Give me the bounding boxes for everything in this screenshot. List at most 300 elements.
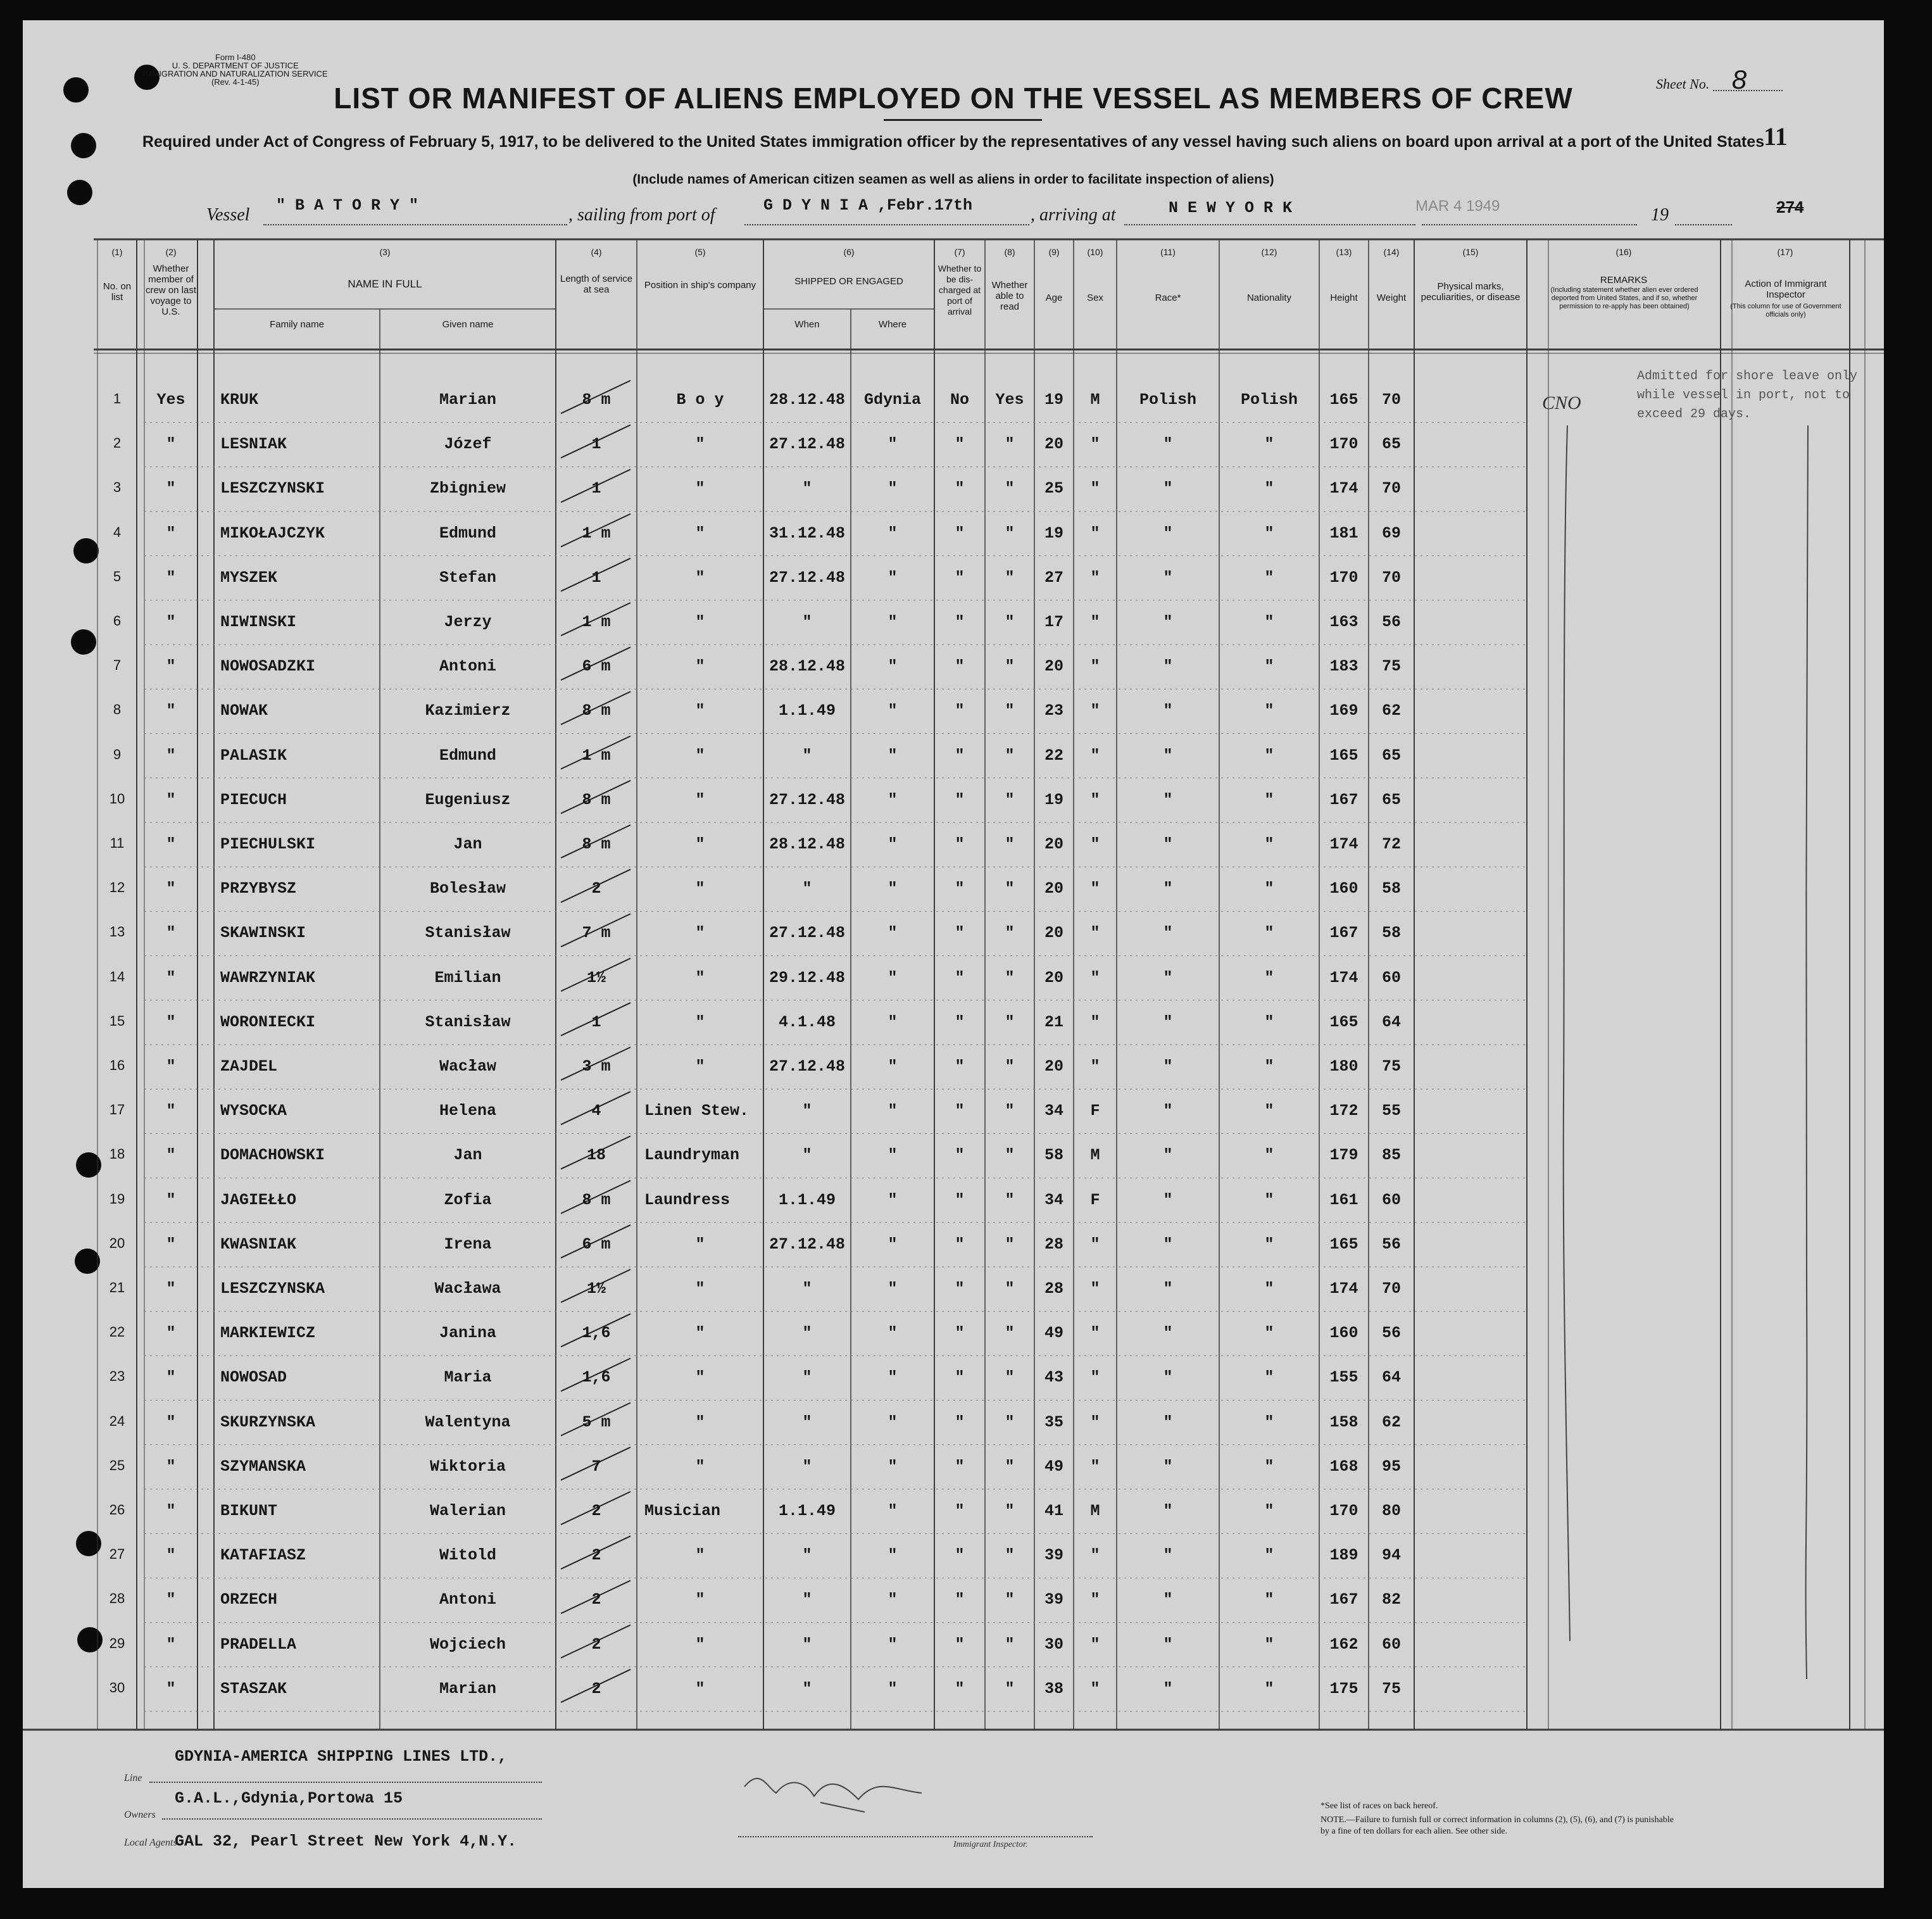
table-row	[23, 778, 1884, 820]
ship-position: "	[695, 1235, 705, 1254]
table-row	[23, 645, 1884, 686]
shipped-when: 27.12.48	[768, 1057, 846, 1076]
table-row	[23, 689, 1884, 731]
manifest-number: 274	[1776, 198, 1804, 217]
age: 49	[1044, 1324, 1063, 1343]
able-to-read: "	[1005, 1102, 1015, 1121]
able-to-read: "	[1005, 1146, 1015, 1165]
ship-position: B o y	[676, 391, 724, 409]
previous-voyage: "	[166, 1502, 176, 1520]
ship-position: "	[695, 1679, 705, 1698]
shipped-when: 28.12.48	[768, 391, 846, 409]
sex: "	[1090, 1413, 1100, 1431]
previous-voyage: "	[166, 1057, 176, 1076]
row-number: 17	[109, 1102, 125, 1118]
given-name: Marian	[439, 391, 496, 409]
discharged: "	[955, 1324, 965, 1343]
race: "	[1163, 790, 1173, 809]
length-of-service: 1 m	[582, 746, 611, 765]
weight: 64	[1381, 1012, 1401, 1031]
able-to-read: "	[1005, 479, 1015, 498]
sex: "	[1090, 1546, 1100, 1565]
shipped-where: "	[888, 746, 898, 765]
able-to-read: "	[1005, 1546, 1015, 1565]
vessel-label: Vessel	[206, 205, 250, 225]
length-of-service: 1 m	[582, 613, 611, 631]
given-name: Wacława	[434, 1280, 501, 1298]
able-to-read: "	[1005, 1590, 1015, 1609]
ship-position: Linen Stew.	[644, 1102, 750, 1121]
race: "	[1163, 1235, 1173, 1254]
nationality: "	[1264, 835, 1274, 853]
discharged: "	[955, 835, 965, 853]
age: 43	[1044, 1368, 1063, 1387]
col-9-label: Age	[1045, 293, 1063, 303]
discharged: "	[955, 1635, 965, 1654]
nationality: "	[1264, 1235, 1274, 1254]
length-of-service: 6 m	[582, 1235, 611, 1254]
departure-port: G D Y N I A ,Febr.17th	[763, 196, 973, 215]
row-number: 14	[109, 968, 125, 985]
height: 170	[1329, 1502, 1358, 1520]
sex: M	[1090, 1502, 1100, 1520]
height: 161	[1329, 1190, 1358, 1209]
ship-position: Laundryman	[644, 1146, 740, 1165]
discharged: "	[955, 479, 965, 498]
discharged: "	[955, 1457, 965, 1476]
discharged: "	[955, 1413, 965, 1431]
department: U. S. DEPARTMENT OF JUSTICE	[172, 61, 299, 70]
height: 183	[1329, 657, 1358, 676]
nationality: "	[1264, 924, 1274, 943]
shipped-where: "	[888, 524, 898, 543]
row-number: 23	[109, 1368, 125, 1385]
col-3-given-header: Given name	[442, 319, 494, 330]
nationality: "	[1264, 1190, 1274, 1209]
age: 20	[1044, 657, 1063, 676]
weight: 72	[1381, 835, 1401, 853]
discharged: "	[955, 702, 965, 720]
able-to-read: "	[1005, 1368, 1015, 1387]
given-name: Eugeniusz	[425, 790, 511, 809]
weight: 65	[1381, 790, 1401, 809]
sex: M	[1090, 1146, 1100, 1165]
age: 21	[1044, 1012, 1063, 1031]
weight: 62	[1381, 1413, 1401, 1431]
family-name: LESZCZYNSKI	[220, 479, 325, 498]
race: "	[1163, 1057, 1173, 1076]
sex: "	[1090, 613, 1100, 631]
shipped-where: "	[888, 790, 898, 809]
table-row	[23, 1133, 1884, 1175]
height: 165	[1329, 391, 1358, 409]
given-name: Zofia	[444, 1190, 492, 1209]
col-6-when-header: When	[794, 319, 820, 330]
shipped-when: "	[802, 1457, 812, 1476]
row-number: 13	[109, 924, 125, 940]
age: 34	[1044, 1190, 1063, 1209]
height: 174	[1329, 479, 1358, 498]
given-name: Wiktoria	[429, 1457, 506, 1476]
discharged: "	[955, 1012, 965, 1031]
col-4-number: (4)	[591, 247, 602, 257]
able-to-read: "	[1005, 1235, 1015, 1254]
weight: 62	[1381, 702, 1401, 720]
table-row	[23, 378, 1884, 420]
previous-voyage: "	[166, 613, 176, 631]
ship-position: "	[695, 968, 705, 987]
sex: "	[1090, 435, 1100, 454]
col-11-number: (11)	[1160, 247, 1176, 257]
subtitle: Required under Act of Congress of February 5, 1917, to be delivered to the United States immigration officer by the representatives of any vessel having such aliens on board upon arrival at a port of the United States	[142, 133, 1765, 151]
length-of-service: 2	[591, 1635, 601, 1654]
height: 160	[1329, 879, 1358, 898]
sex: "	[1090, 1280, 1100, 1298]
penalty-note: NOTE.—Failure to furnish full or correct information in columns (2), (5), (6), and (7) is punishable by a fine of ten dollars for each alien. See other side.	[1320, 1815, 1674, 1836]
nationality: "	[1264, 1679, 1274, 1698]
ship-position: Musician	[644, 1502, 721, 1520]
sex: "	[1090, 1324, 1100, 1343]
col-6-label: SHIPPED OR ENGAGED	[794, 276, 903, 287]
length-of-service: 7 m	[582, 924, 611, 943]
shipped-when: 31.12.48	[768, 524, 846, 543]
table-row	[23, 1445, 1884, 1487]
length-of-service: 2	[591, 1590, 601, 1609]
able-to-read: "	[1005, 1457, 1015, 1476]
race: "	[1163, 1280, 1173, 1298]
length-of-service: 8 m	[582, 1190, 611, 1209]
row-number: 26	[109, 1502, 125, 1518]
sex: "	[1090, 1012, 1100, 1031]
able-to-read: "	[1005, 924, 1015, 943]
table-row	[23, 1533, 1884, 1575]
race: "	[1163, 657, 1173, 676]
row-number: 9	[113, 746, 122, 762]
given-name: Janina	[439, 1324, 496, 1343]
table-row	[23, 1000, 1884, 1042]
weight: 70	[1381, 568, 1401, 587]
length-of-service: 1	[591, 435, 601, 454]
col-12-label: Nationality	[1246, 293, 1292, 303]
subtitle-note: (Include names of American citizen seamen as well as aliens in order to facilitate inspection of aliens)	[632, 172, 1274, 187]
ship-position: "	[695, 1457, 705, 1476]
race: "	[1163, 524, 1173, 543]
race: "	[1163, 1102, 1173, 1121]
family-name: PIECHULSKI	[220, 835, 316, 853]
weight: 60	[1381, 1190, 1401, 1209]
shipped-where: "	[888, 1590, 898, 1609]
revision: (Rev. 4-1-45)	[211, 77, 260, 87]
able-to-read: "	[1005, 1502, 1015, 1520]
length-of-service: 1	[591, 568, 601, 587]
nationality: "	[1264, 790, 1274, 809]
shipped-when: 27.12.48	[768, 790, 846, 809]
previous-voyage: "	[166, 1235, 176, 1254]
shipped-when: 27.12.48	[768, 924, 846, 943]
nationality: "	[1264, 1635, 1274, 1654]
previous-voyage: "	[166, 968, 176, 987]
discharged: "	[955, 924, 965, 943]
sex: "	[1090, 1457, 1100, 1476]
given-name: Walentyna	[425, 1413, 511, 1431]
shipped-when: 27.12.48	[768, 568, 846, 587]
shipping-line: GDYNIA-AMERICA SHIPPING LINES LTD.,	[175, 1747, 508, 1766]
table-row	[23, 467, 1884, 508]
table-row	[23, 956, 1884, 998]
row-number: 20	[109, 1235, 125, 1251]
height: 155	[1329, 1368, 1358, 1387]
age: 20	[1044, 835, 1063, 853]
shipped-where: "	[888, 1368, 898, 1387]
able-to-read: "	[1005, 1324, 1015, 1343]
height: 165	[1329, 1012, 1358, 1031]
family-name: JAGIEŁŁO	[220, 1190, 297, 1209]
shipped-when: 1.1.49	[778, 1502, 836, 1520]
table-row	[23, 867, 1884, 909]
able-to-read: "	[1005, 435, 1015, 454]
height: 168	[1329, 1457, 1358, 1476]
able-to-read: "	[1005, 1012, 1015, 1031]
race: "	[1163, 568, 1173, 587]
nationality: "	[1264, 702, 1274, 720]
ship-position: "	[695, 657, 705, 676]
col-3-label: NAME IN FULL	[348, 278, 422, 290]
col-1-label: No. on list	[103, 281, 132, 303]
shipped-when: 27.12.48	[768, 1235, 846, 1254]
race: "	[1163, 746, 1173, 765]
shipped-where: "	[888, 924, 898, 943]
age: 19	[1044, 391, 1063, 409]
shipped-when: "	[802, 1324, 812, 1343]
given-name: Bolesław	[429, 879, 506, 898]
age: 28	[1044, 1235, 1063, 1254]
given-name: Józef	[444, 435, 492, 454]
race: "	[1163, 835, 1173, 853]
given-name: Edmund	[439, 524, 496, 543]
age: 19	[1044, 790, 1063, 809]
shipped-where: "	[888, 1190, 898, 1209]
family-name: KRUK	[220, 391, 259, 409]
shipped-when: "	[802, 479, 812, 498]
family-name: NIWINSKI	[220, 613, 297, 631]
remarks-handwritten: CNO	[1542, 393, 1581, 413]
shipped-where: "	[888, 1102, 898, 1121]
row-number: 5	[113, 568, 122, 584]
discharged: "	[955, 1280, 965, 1298]
weight: 60	[1381, 968, 1401, 987]
shipped-when: 1.1.49	[778, 702, 836, 720]
weight: 69	[1381, 524, 1401, 543]
shipped-when: 1.1.49	[778, 1190, 836, 1209]
age: 39	[1044, 1546, 1063, 1565]
family-name: MARKIEWICZ	[220, 1324, 316, 1343]
table-row	[23, 734, 1884, 776]
nationality: "	[1264, 657, 1274, 676]
manifest-sheet	[23, 20, 1884, 1888]
nationality: "	[1264, 1413, 1274, 1431]
given-name: Stefan	[439, 568, 496, 587]
family-name: SKURZYNSKA	[220, 1413, 316, 1431]
race: "	[1163, 702, 1173, 720]
length-of-service: 1	[591, 1012, 601, 1031]
previous-voyage: "	[166, 1413, 176, 1431]
previous-voyage: "	[166, 1190, 176, 1209]
race: "	[1163, 1590, 1173, 1609]
row-number: 4	[113, 524, 122, 540]
family-name: WORONIECKI	[220, 1012, 316, 1031]
nationality: "	[1264, 1102, 1274, 1121]
sex: "	[1090, 1635, 1100, 1654]
sex: "	[1090, 968, 1100, 987]
weight: 65	[1381, 435, 1401, 454]
length-of-service: 1,6	[582, 1324, 611, 1343]
able-to-read: "	[1005, 1413, 1015, 1431]
col-15-label: Physical marks, peculiarities, or disease	[1421, 281, 1521, 303]
family-name: PALASIK	[220, 746, 287, 765]
sex: "	[1090, 746, 1100, 765]
height: 175	[1329, 1679, 1358, 1698]
weight: 70	[1381, 1280, 1401, 1298]
height: 170	[1329, 568, 1358, 587]
table-row	[23, 1578, 1884, 1620]
given-name: Stanisław	[425, 924, 511, 943]
length-of-service: 2	[591, 1679, 601, 1698]
race: "	[1163, 1635, 1173, 1654]
ship-position: "	[695, 1546, 705, 1565]
weight: 56	[1381, 1235, 1401, 1254]
length-of-service: 8 m	[582, 391, 611, 409]
previous-voyage: "	[166, 435, 176, 454]
age: 35	[1044, 1413, 1063, 1431]
col-1-number: (1)	[111, 247, 123, 257]
row-number: 16	[109, 1057, 125, 1073]
height: 179	[1329, 1146, 1358, 1165]
height: 172	[1329, 1102, 1358, 1121]
row-number: 12	[109, 879, 125, 896]
weight: 64	[1381, 1368, 1401, 1387]
ship-position: "	[695, 1012, 705, 1031]
age: 20	[1044, 968, 1063, 987]
discharged: No	[950, 391, 969, 409]
sheet-number-label: Sheet No.	[1656, 76, 1710, 92]
col-7-label: Whether to be dis-charged at port of arrival	[938, 263, 982, 317]
given-name: Jan	[453, 1146, 482, 1165]
col-6-where-header: Where	[878, 319, 907, 330]
family-name: NOWAK	[220, 702, 268, 720]
height: 163	[1329, 613, 1358, 631]
table-row	[23, 556, 1884, 598]
age: 41	[1044, 1502, 1063, 1520]
weight: 94	[1381, 1546, 1401, 1565]
ship-position: "	[695, 1057, 705, 1076]
col-6-number: (6)	[843, 247, 855, 257]
age: 38	[1044, 1679, 1063, 1698]
race: "	[1163, 1546, 1173, 1565]
family-name: PRADELLA	[220, 1635, 297, 1654]
able-to-read: "	[1005, 835, 1015, 853]
race: "	[1163, 879, 1173, 898]
length-of-service: 5 m	[582, 1413, 611, 1431]
given-name: Antoni	[439, 1590, 496, 1609]
row-number: 19	[109, 1190, 125, 1207]
shipped-when: "	[802, 1413, 812, 1431]
sex: "	[1090, 1590, 1100, 1609]
family-name: PIECUCH	[220, 790, 287, 809]
sex: M	[1090, 391, 1100, 409]
col-10-label: Sex	[1087, 293, 1103, 303]
table-row	[23, 1311, 1884, 1353]
discharged: "	[955, 1368, 965, 1387]
family-name: LESNIAK	[220, 435, 287, 454]
discharged: "	[955, 1146, 965, 1165]
length-of-service: 4	[591, 1102, 601, 1121]
given-name: Helena	[439, 1102, 496, 1121]
previous-voyage: "	[166, 1324, 176, 1343]
ship-position: Laundress	[644, 1190, 731, 1209]
race: "	[1163, 1012, 1173, 1031]
table-row	[23, 422, 1884, 464]
height: 167	[1329, 1590, 1358, 1609]
row-number: 29	[109, 1635, 125, 1651]
arrival-port: N E W Y O R K	[1169, 199, 1293, 217]
shipped-where: "	[888, 613, 898, 631]
given-name: Zbigniew	[429, 479, 506, 498]
sex: "	[1090, 657, 1100, 676]
local-agents: GAL 32, Pearl Street New York 4,N.Y.	[175, 1832, 517, 1851]
race: "	[1163, 435, 1173, 454]
table-row	[23, 1089, 1884, 1131]
shipped-when: "	[802, 1546, 812, 1565]
family-name: NOWOSAD	[220, 1368, 287, 1387]
able-to-read: "	[1005, 613, 1015, 631]
race: "	[1163, 1324, 1173, 1343]
shipped-when: 28.12.48	[768, 835, 846, 853]
race: "	[1163, 1413, 1173, 1431]
discharged: "	[955, 1102, 965, 1121]
discharged: "	[955, 1679, 965, 1698]
col-5-label: Position in ship's company	[644, 280, 756, 291]
family-name: WYSOCKA	[220, 1102, 287, 1121]
height: 162	[1329, 1635, 1358, 1654]
shipped-where: "	[888, 568, 898, 587]
age: 58	[1044, 1146, 1063, 1165]
given-name: Emilian	[434, 968, 501, 987]
discharged: "	[955, 968, 965, 987]
previous-voyage: "	[166, 1546, 176, 1565]
weight: 95	[1381, 1457, 1401, 1476]
arriving-label: , arriving at	[1031, 205, 1116, 225]
able-to-read: "	[1005, 1280, 1015, 1298]
sex: "	[1090, 790, 1100, 809]
row-number: 22	[109, 1324, 125, 1340]
discharged: "	[955, 1057, 965, 1076]
given-name: Walerian	[429, 1502, 506, 1520]
given-name: Edmund	[439, 746, 496, 765]
table-row	[23, 1489, 1884, 1531]
shipped-where: "	[888, 968, 898, 987]
sex: "	[1090, 702, 1100, 720]
sex: "	[1090, 568, 1100, 587]
family-name: MYSZEK	[220, 568, 278, 587]
table-row	[23, 1223, 1884, 1264]
races-note: *See list of races on back hereof.	[1320, 1801, 1438, 1811]
weight: 56	[1381, 1324, 1401, 1343]
ship-position: "	[695, 746, 705, 765]
family-name: KWASNIAK	[220, 1235, 297, 1254]
length-of-service: 7	[591, 1457, 601, 1476]
race: "	[1163, 1502, 1173, 1520]
age: 22	[1044, 746, 1063, 765]
